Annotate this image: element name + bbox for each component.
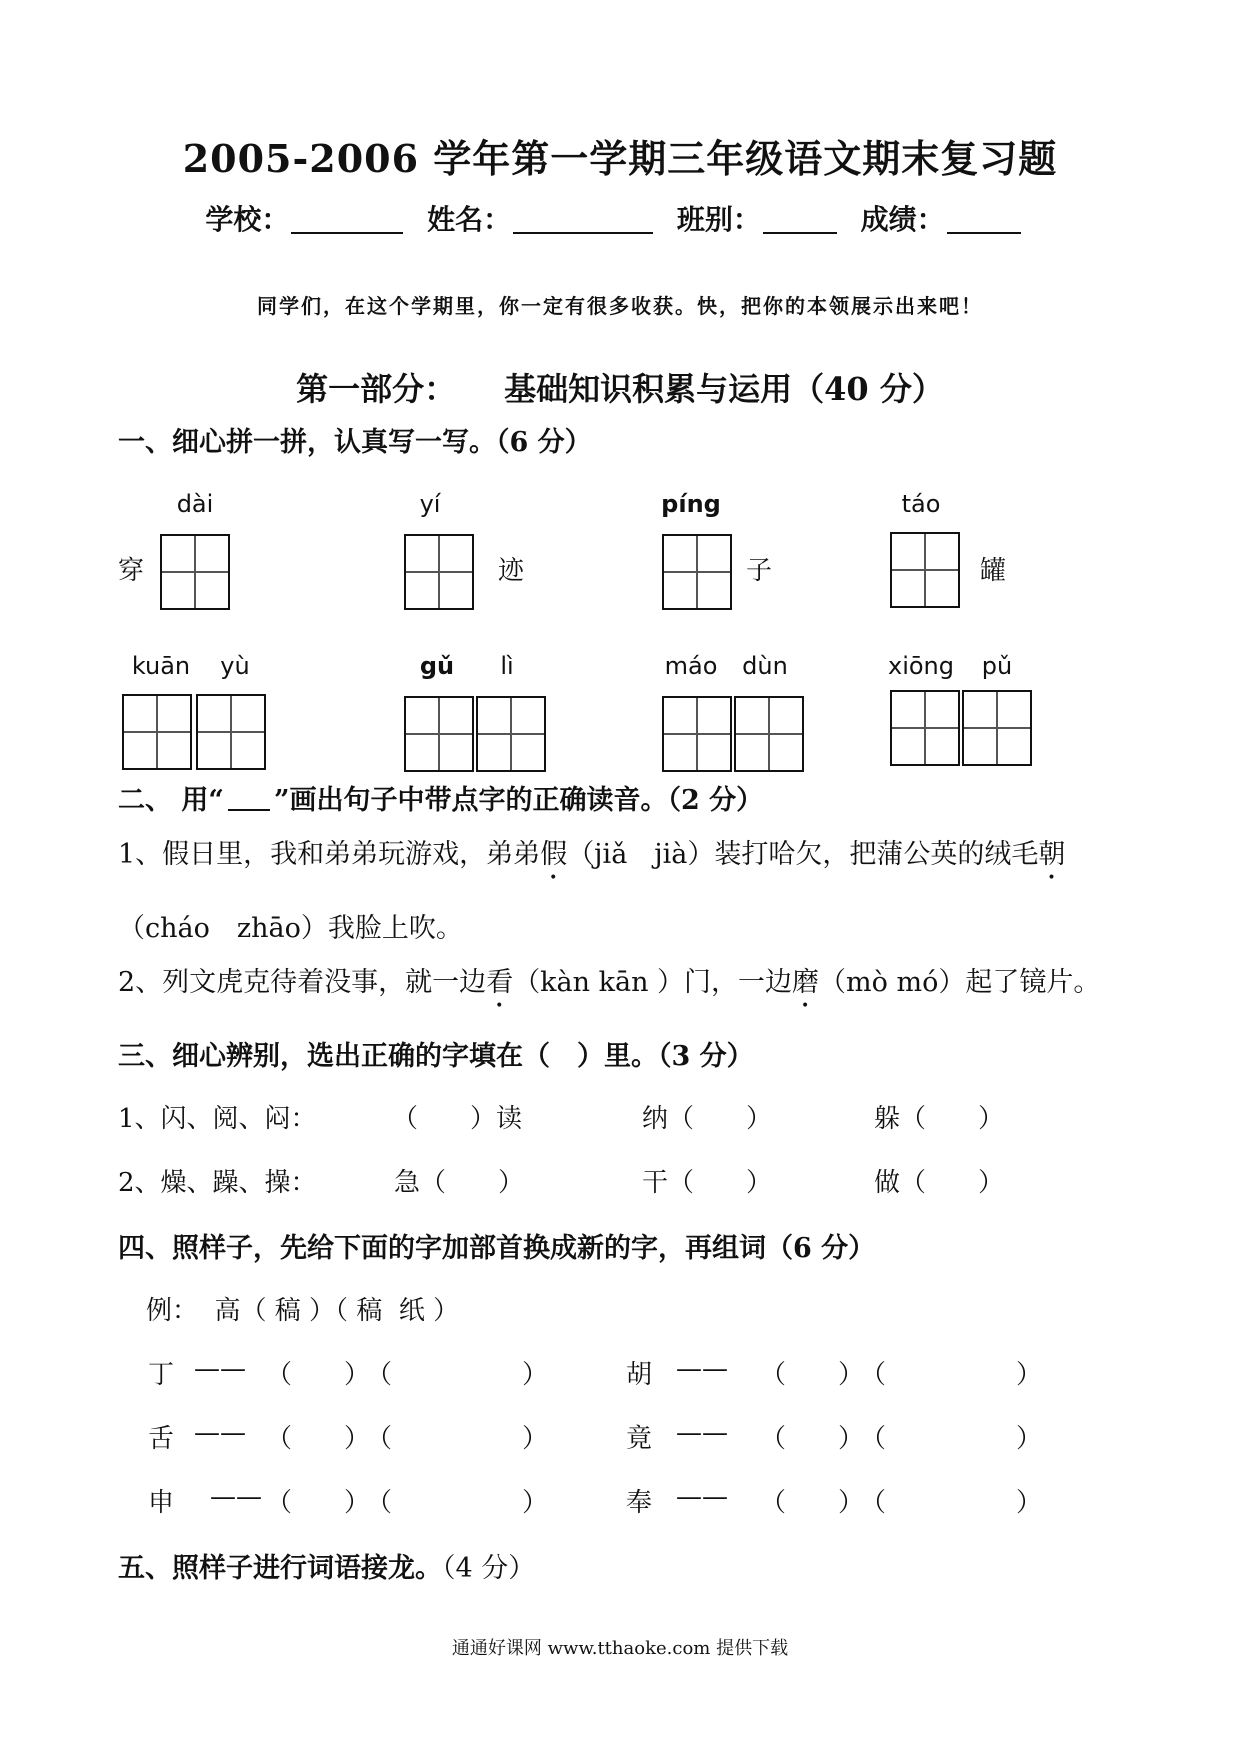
- pinyin-options[interactable]: （kàn kān ）门，一边: [513, 967, 793, 998]
- new-char-blank[interactable]: （ ）: [266, 1488, 371, 1518]
- fill-blank[interactable]: 做（ ）: [874, 1168, 1005, 1198]
- section-1-heading: 一、细心拼一拼，认真写一写。（6 分）: [118, 427, 592, 458]
- slogan: 同学们，在这个学期里，你一定有很多收获。快，把你的本领展示出来吧！: [257, 294, 983, 318]
- dash: ——: [194, 1418, 246, 1448]
- word-blank[interactable]: （ ）: [366, 1360, 549, 1390]
- score-field[interactable]: [947, 202, 1021, 234]
- word-blank[interactable]: （ ）: [860, 1424, 1043, 1454]
- base-char: 竟: [626, 1424, 653, 1454]
- char-after: 罐: [980, 556, 1007, 586]
- section-4-heading: 四、照样子，先给下面的字加部首换成新的字，再组词（6 分）: [118, 1233, 876, 1264]
- writing-box[interactable]: [662, 534, 732, 610]
- student-info-line: [0, 198, 1240, 238]
- new-char-blank[interactable]: （ ）: [760, 1360, 865, 1390]
- class-field[interactable]: [763, 202, 837, 234]
- fill-blank[interactable]: （ ）读: [392, 1104, 523, 1134]
- writing-box[interactable]: [122, 694, 192, 770]
- fill-blank[interactable]: 躲（ ）: [874, 1104, 1005, 1134]
- word-blank[interactable]: （ ）: [366, 1424, 549, 1454]
- pinyin: kuān: [131, 652, 191, 680]
- dash: ——: [676, 1418, 728, 1448]
- school-label: 学校：: [205, 203, 290, 236]
- fill-blank[interactable]: 纳（ ）: [642, 1104, 773, 1134]
- pinyin: xiōng: [888, 652, 954, 680]
- section-2-heading: [118, 778, 763, 817]
- fill-blank[interactable]: 急（ ）: [394, 1168, 525, 1198]
- section-2-heading-start: 二、 用“: [118, 785, 224, 816]
- word-blank[interactable]: （ ）: [860, 1360, 1043, 1390]
- base-char: 丁: [148, 1360, 175, 1390]
- dotted-char: 假: [540, 839, 568, 870]
- base-char: 舌: [148, 1424, 175, 1454]
- writing-box[interactable]: [890, 532, 960, 608]
- pinyin: yí: [419, 490, 441, 518]
- pinyin: lì: [500, 652, 514, 680]
- text: 2、列文虎克待着没事，就一边: [118, 967, 487, 998]
- section-3-heading: 三、细心辨别，选出正确的字填在（ ）里。（3 分）: [118, 1041, 754, 1072]
- chars-group: 2、燥、躁、操：: [118, 1168, 317, 1198]
- writing-box[interactable]: [196, 694, 266, 770]
- new-char-blank[interactable]: （ ）: [266, 1424, 371, 1454]
- writing-box[interactable]: [734, 696, 804, 772]
- name-field[interactable]: [513, 202, 653, 234]
- part-name: 基础知识积累与运用（40 分）: [504, 370, 944, 408]
- pinyin: dùn: [742, 652, 788, 680]
- fill-blank[interactable]: 干（ ）: [642, 1168, 773, 1198]
- pinyin: máo: [664, 652, 718, 680]
- class-label: 班别：: [676, 203, 761, 236]
- section-2-heading-end: ”画出句子中带点字的正确读音。（2 分）: [273, 785, 764, 816]
- pinyin: píng: [661, 490, 721, 518]
- writing-box[interactable]: [962, 690, 1032, 766]
- word-blank[interactable]: （ ）: [860, 1488, 1043, 1518]
- pinyin: pǔ: [981, 652, 1013, 680]
- writing-box[interactable]: [662, 696, 732, 772]
- text: 1、假日里，我和弟弟玩游戏，弟弟: [118, 839, 541, 870]
- char-after: 子: [746, 556, 773, 586]
- word-blank[interactable]: （ ）: [366, 1488, 549, 1518]
- school-field[interactable]: [291, 202, 403, 234]
- underline-sample: [228, 783, 270, 811]
- score-label: 成绩：: [860, 203, 945, 236]
- new-char-blank[interactable]: （ ）: [760, 1488, 865, 1518]
- dotted-char: 朝: [1038, 839, 1066, 870]
- dash: ——: [676, 1354, 728, 1384]
- name-label: 姓名：: [427, 203, 512, 236]
- section-5-score: （4 分）: [442, 1553, 536, 1584]
- section-5-title: 五、照样子进行词语接龙。: [118, 1553, 442, 1584]
- pinyin: gǔ: [419, 652, 455, 680]
- char-before: 穿: [118, 556, 145, 586]
- new-char-blank[interactable]: （ ）: [760, 1424, 865, 1454]
- writing-box[interactable]: [404, 534, 474, 610]
- base-char: 申: [148, 1488, 175, 1518]
- base-char: 奉: [626, 1488, 653, 1518]
- example-line: 例： 高（ 稿 ）（ 稿 纸 ）: [146, 1296, 460, 1326]
- question-2-1: [118, 832, 1065, 886]
- base-char: 胡: [626, 1360, 653, 1390]
- pinyin: táo: [901, 490, 941, 518]
- dash: ——: [210, 1482, 262, 1512]
- dotted-char: 磨: [792, 967, 820, 998]
- question-2-2: [118, 960, 1100, 1014]
- part-label: 第一部分：: [296, 370, 457, 408]
- pinyin: yù: [220, 652, 250, 680]
- dotted-char: 看: [486, 967, 514, 998]
- writing-box[interactable]: [476, 696, 546, 772]
- question-2-1-cont[interactable]: （cháo zhāo）我脸上吹。: [118, 913, 463, 944]
- page-title: 2005-2006 学年第一学期三年级语文期末复习题: [182, 136, 1058, 181]
- dash: ——: [194, 1354, 246, 1384]
- pinyin: dài: [176, 490, 214, 518]
- new-char-blank[interactable]: （ ）: [266, 1360, 371, 1390]
- pinyin-options[interactable]: （jiǎ jià）装打哈欠，把蒲公英的绒毛: [567, 839, 1039, 870]
- writing-box[interactable]: [404, 696, 474, 772]
- char-after: 迹: [498, 556, 525, 586]
- writing-box[interactable]: [160, 534, 230, 610]
- section-5-heading: [118, 1546, 535, 1585]
- chars-group: 1、闪、阅、闷：: [118, 1104, 317, 1134]
- writing-box[interactable]: [890, 690, 960, 766]
- footer-credit: 通通好课网 www.tthaoke.com 提供下载: [451, 1638, 789, 1659]
- part-heading: [0, 364, 1240, 410]
- pinyin-options[interactable]: （mò mó）起了镜片。: [819, 967, 1101, 998]
- dash: ——: [676, 1482, 728, 1512]
